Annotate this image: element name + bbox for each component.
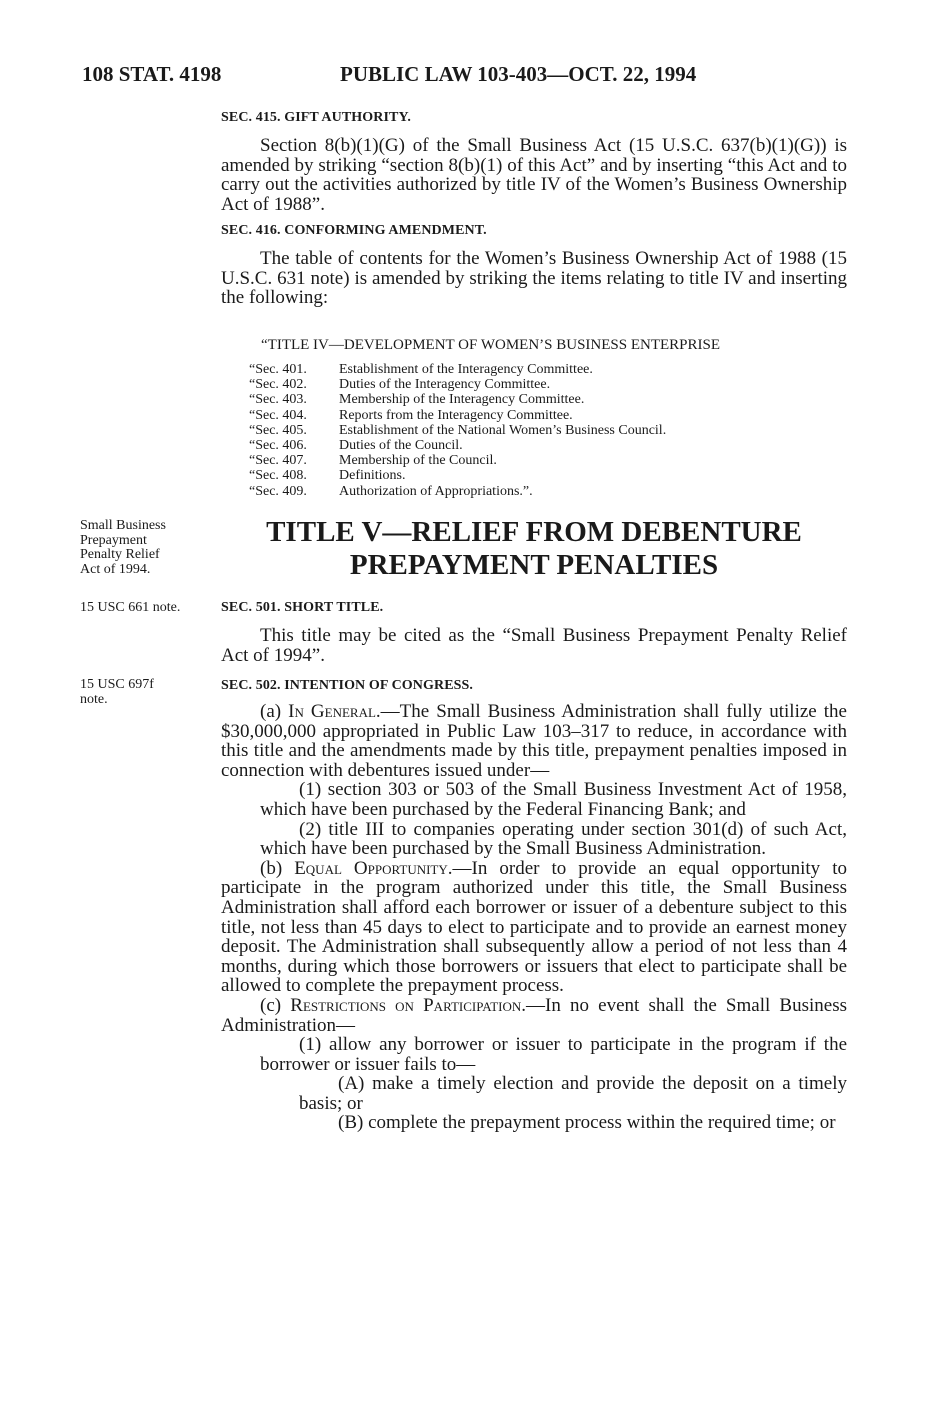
subsection-b — [221, 859, 847, 996]
subparagraph-c1B: (B) complete the prepayment process within the required time; or — [338, 1112, 836, 1134]
sec-502-heading: SEC. 502. INTENTION OF CONGRESS. — [221, 678, 474, 693]
toc-item-label: Authorization of Appropriations.”. — [339, 483, 533, 499]
toc-item — [249, 377, 666, 392]
toc-item — [249, 438, 666, 453]
toc-item — [249, 453, 666, 468]
toc-item-label: Establishment of the National Women’s Business Council. — [339, 422, 667, 438]
subsection-b-caption: Equal Opportunity — [294, 857, 448, 879]
toc-item-num: “Sec. 408. — [249, 468, 307, 484]
toc-item-num: “Sec. 407. — [249, 453, 307, 469]
sec-501-body — [221, 626, 847, 665]
subparagraph-c1A: (A) make a timely election and provide the deposit on a timely basis; or — [299, 1073, 847, 1114]
paragraph-a1: (1) section 303 or 503 of the Small Business Investment Act of 1958, which have been purchased by the Federal Financing Bank; and — [260, 779, 847, 820]
subsection-c-caption: Restrictions on Participation — [290, 994, 522, 1016]
toc-item-label: Definitions. — [339, 468, 406, 484]
subsection-c — [221, 996, 847, 1035]
toc-item — [249, 362, 666, 377]
subsection-a — [221, 702, 847, 780]
toc-item-label: Membership of the Council. — [339, 453, 497, 469]
subsection-c-label: (c) — [260, 994, 291, 1016]
margin-note-line: Small Business — [80, 518, 166, 533]
toc-item-label: Duties of the Interagency Committee. — [339, 377, 551, 393]
page-stat-citation: 108 STAT. 4198 — [82, 62, 222, 86]
paragraph-c1: (1) allow any borrower or issuer to participate in the program if the borrower or issuer fails to— — [260, 1034, 847, 1075]
toc-item-num: “Sec. 401. — [249, 362, 307, 377]
toc-item — [249, 484, 666, 499]
toc-item-num: “Sec. 404. — [249, 407, 307, 423]
toc-item — [249, 392, 666, 407]
sec-501-text: This title may be cited as the “Small Business Prepayment Penalty Relief Act of 1994”. — [221, 625, 847, 666]
toc-item-num: “Sec. 406. — [249, 438, 307, 454]
sec-501-heading: SEC. 501. SHORT TITLE. — [221, 600, 384, 615]
margin-note-sec-502 — [80, 678, 154, 707]
sec-415-heading: SEC. 415. GIFT AUTHORITY. — [221, 110, 411, 125]
margin-note-line: Act of 1994. — [80, 561, 151, 577]
margin-note-line: Prepayment — [80, 532, 147, 548]
subsection-a-label: (a) — [260, 701, 289, 722]
toc-item-label: Reports from the Interagency Committee. — [339, 407, 573, 423]
toc-item-num: “Sec. 402. — [249, 377, 307, 393]
sec-416-body — [221, 249, 847, 308]
toc-item-num: “Sec. 409. — [249, 483, 307, 499]
margin-note-line: Penalty Relief — [80, 547, 160, 562]
sec-416-heading: SEC. 416. CONFORMING AMENDMENT. — [221, 223, 487, 238]
title-v-line2: PREPAYMENT PENALTIES — [349, 549, 719, 581]
sec-415-text: Section 8(b)(1)(G) of the Small Business Act (15 U.S.C. 637(b)(1)(G)) is amended by striking “section 8(b)(1) of this Act” and by inserting “this Act and to carry out the activities authorized by title IV of the Women’s Business Ownership Act of 1988”. — [221, 135, 847, 215]
running-header: PUBLIC LAW 103-403—OCT. 22, 1994 — [340, 62, 697, 86]
sec-416-text: The table of contents for the Women’s Business Ownership Act of 1988 (15 U.S.C. 631 note) is amended by striking the items relating to title IV and inserting the following: — [221, 248, 847, 309]
toc-list — [249, 362, 666, 499]
sec-502-body — [221, 702, 847, 1133]
subsection-a-text: .—The Small Business Administration shall fully utilize the $30,000,000 appropriated in Public Law 103–317 to reduce, in accordance with this title and the amendments made by this title, prepayment penalties imposed in connection with debentures issued under— — [221, 701, 847, 781]
margin-note-short-title — [80, 519, 166, 577]
title-v-heading — [221, 516, 847, 582]
toc-item-label: Duties of the Council. — [339, 438, 463, 454]
sec-415-body — [221, 136, 847, 214]
toc-item-label: Membership of the Interagency Committee. — [339, 392, 585, 408]
toc-item-num: “Sec. 403. — [249, 392, 307, 408]
toc-title: “TITLE IV—DEVELOPMENT OF WOMEN’S BUSINESS ENTERPRISE — [261, 337, 721, 353]
subsection-c-text: .—In no event shall the Small Business Administration— — [221, 994, 847, 1036]
toc-item-label: Establishment of the Interagency Committee. — [339, 362, 593, 377]
title-v-line1: TITLE V—RELIEF FROM DEBENTURE — [266, 516, 802, 548]
toc-item — [249, 468, 666, 483]
subsection-b-text: .—In order to provide an equal opportunity to participate in the program authorized under this title, the Small Business Administration shall afford each borrower or issuer of a debenture subject to this title, not less than 45 days to elect to participate and to provide an earnest money deposit. The Administration shall subsequently allow a period of not less than 4 months, during which those borrowers or issuers that elect to participate shall be allowed to complete the prepayment process. — [221, 857, 847, 997]
toc-item — [249, 423, 666, 438]
subsection-a-caption: In General — [288, 701, 376, 722]
subsection-b-label: (b) — [260, 857, 295, 879]
margin-note-sec-501: 15 USC 661 note. — [80, 600, 181, 615]
paragraph-a2: (2) title III to companies operating under section 301(d) of such Act, which have been purchased by the Small Business Administration. — [260, 818, 847, 860]
margin-note-line: note. — [80, 691, 108, 707]
toc-item-num: “Sec. 405. — [249, 422, 307, 438]
margin-note-line: 15 USC 697f — [80, 677, 154, 692]
toc-item — [249, 408, 666, 423]
